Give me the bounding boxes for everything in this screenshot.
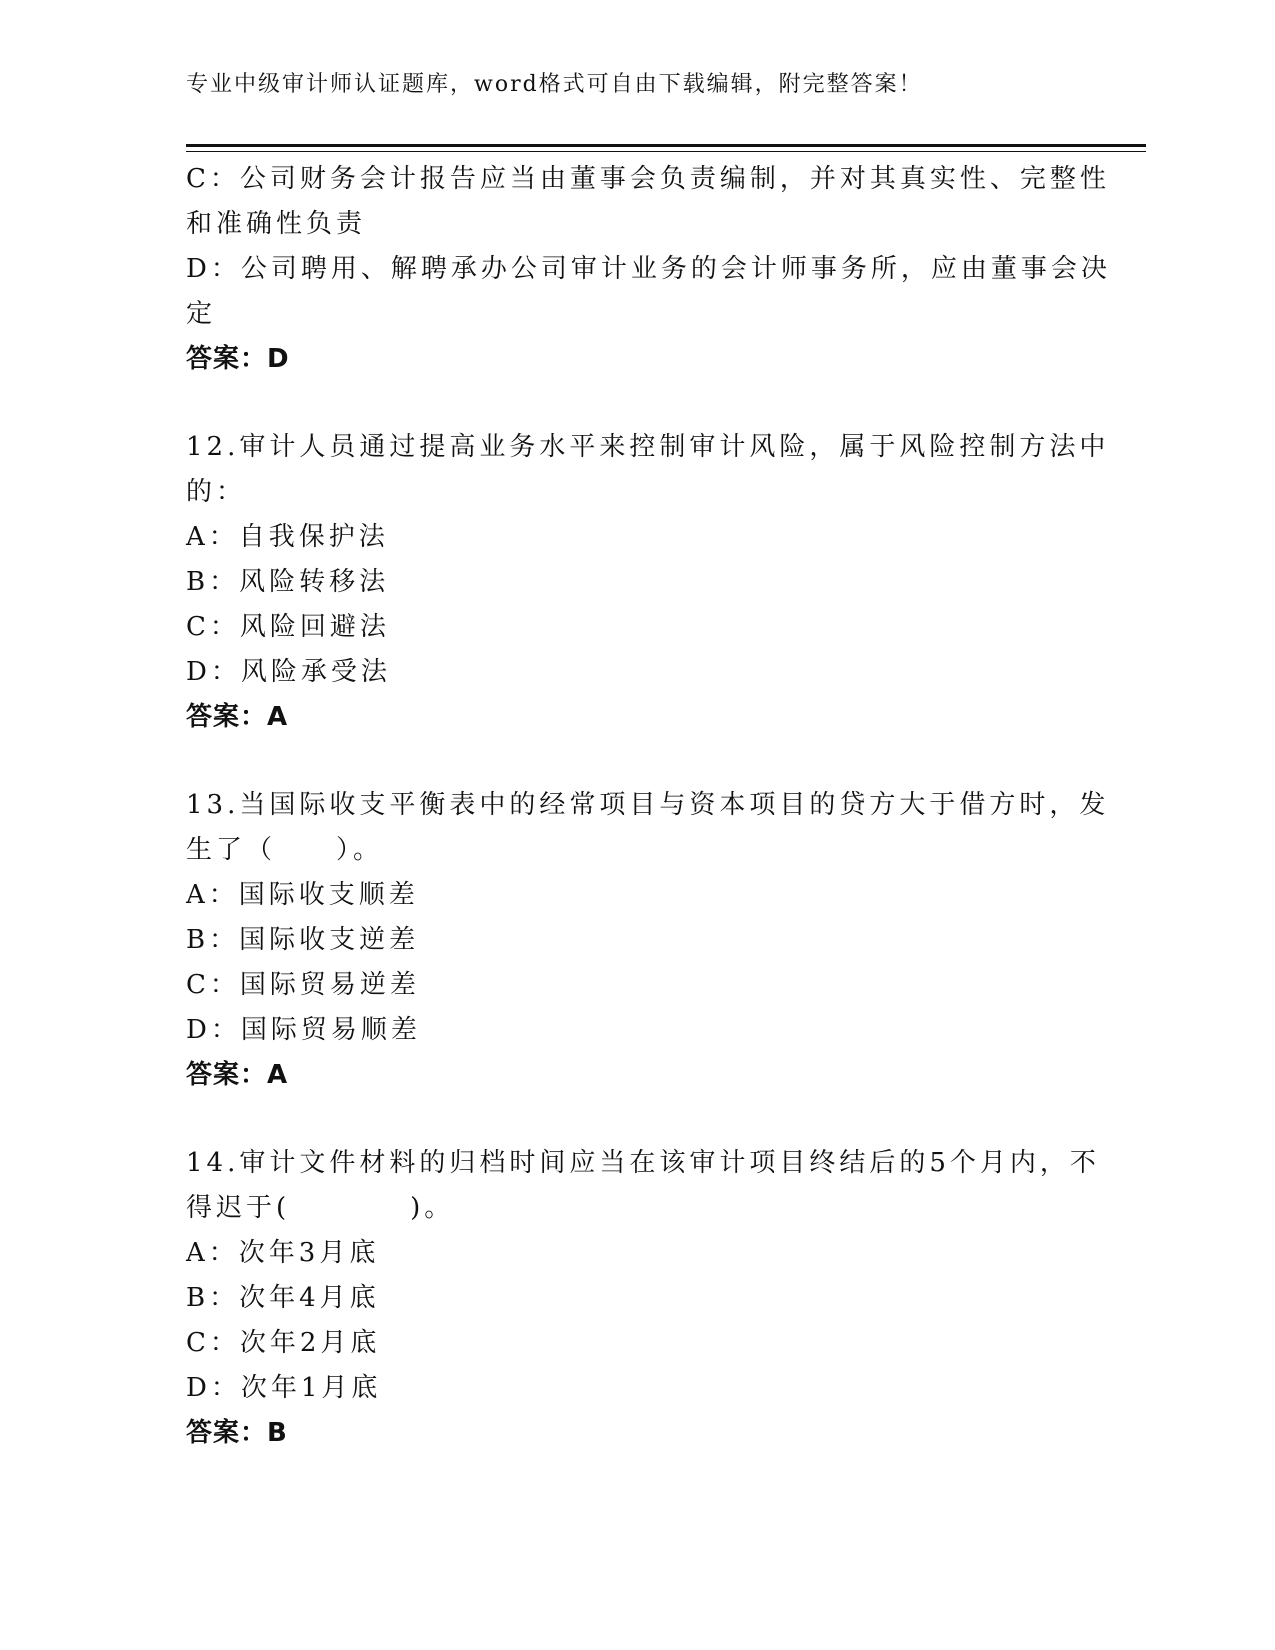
question-12 [186,425,1110,740]
option-c-line-2: 和准确性负责 [186,209,367,239]
option-b: B：次年4月底 [186,1283,380,1313]
question-stem-line-1: 12.审计人员通过提高业务水平来控制审计风险，属于风险控制方法中 [186,432,1110,462]
page-header: 专业中级审计师认证题库，word格式可自由下载编辑，附完整答案！ [186,72,923,97]
answer-line: 答案：D [186,344,290,374]
question-stem-line-2: 生了（ ）。 [186,835,384,865]
option-d: D：国际贸易顺差 [186,1015,421,1045]
question-stem-line-2: 得迟于( )。 [186,1193,455,1223]
option-d: D：风险承受法 [186,657,391,687]
header-rule-thin [186,151,1146,152]
option-c: C：国际贸易逆差 [186,970,420,1000]
option-a: A：国际收支顺差 [186,880,419,910]
question-13 [186,783,1110,1098]
option-d: D：次年1月底 [186,1373,382,1403]
option-c-line-1: C：公司财务会计报告应当由董事会负责编制，并对其真实性、完整性 [186,164,1110,194]
question-stem-line-1: 13.当国际收支平衡表中的经常项目与资本项目的贷方大于借方时，发 [186,790,1110,820]
option-a: A：次年3月底 [186,1238,380,1268]
option-d-line-1: D：公司聘用、解聘承办公司审计业务的会计师事务所，应由董事会决 [186,254,1111,284]
option-a: A：自我保护法 [186,522,389,552]
option-d-line-2: 定 [186,299,217,329]
question-14 [186,1141,1100,1456]
header-rule-thick [186,144,1146,147]
option-c: C：风险回避法 [186,612,390,642]
answer-line: 答案：A [186,702,289,732]
answer-line: 答案：B [186,1418,288,1448]
question-content [186,157,1111,1456]
question-stem-line-1: 14.审计文件材料的归档时间应当在该审计项目终结后的5个月内，不 [186,1148,1100,1178]
option-b: B：国际收支逆差 [186,925,420,955]
answer-line: 答案：A [186,1060,289,1090]
option-b: B：风险转移法 [186,567,390,597]
option-c: C：次年2月底 [186,1328,381,1358]
question-stem-line-2: 的： [186,477,247,507]
question-11-continued [186,157,1111,382]
